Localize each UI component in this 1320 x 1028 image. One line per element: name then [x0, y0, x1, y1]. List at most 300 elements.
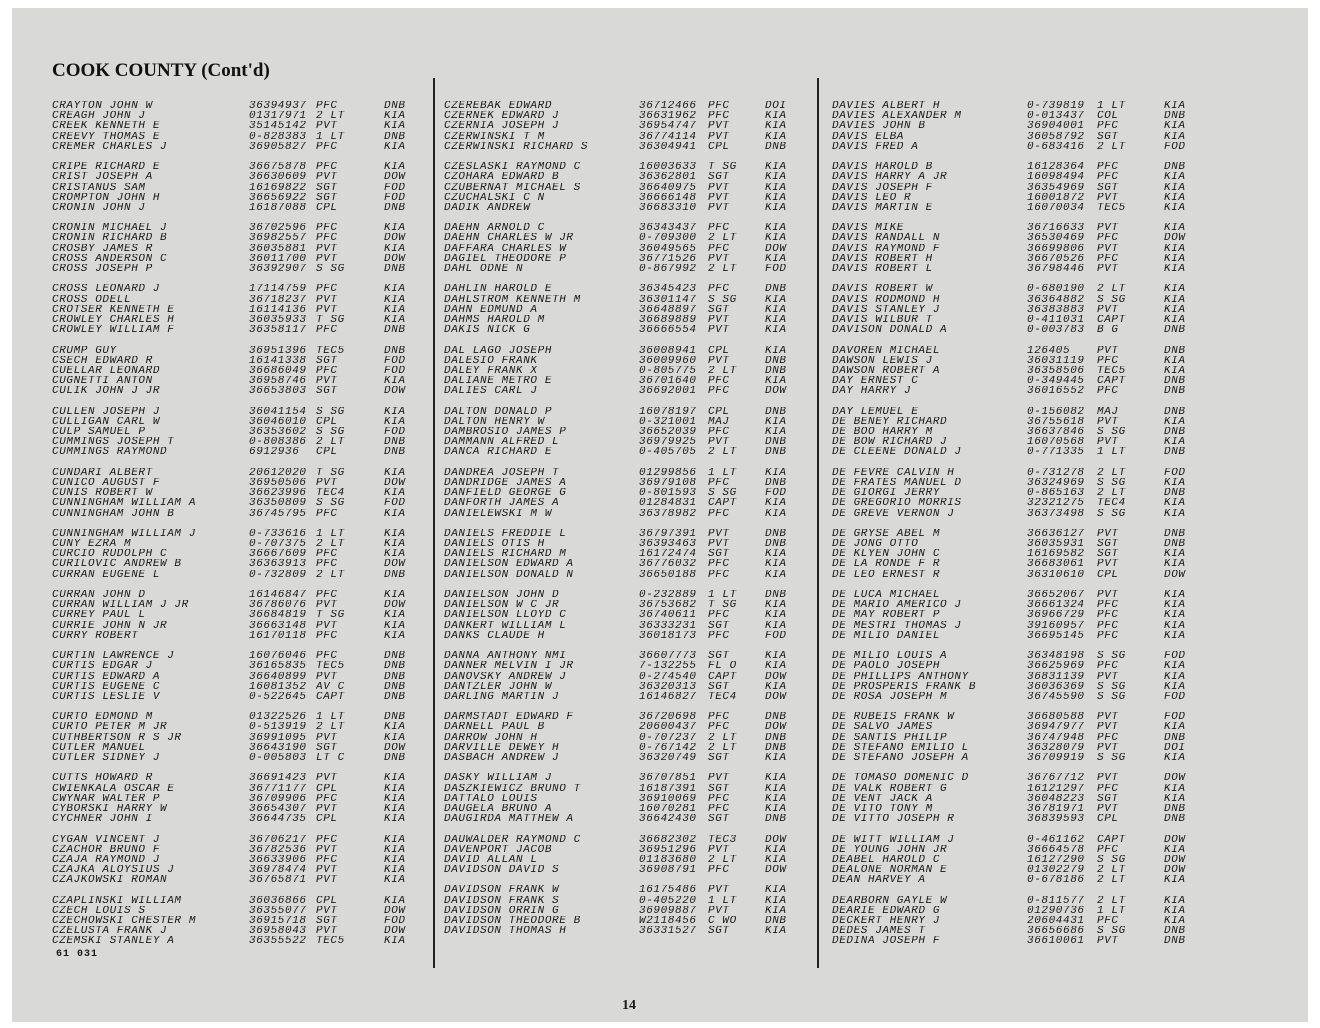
- serial-number: 36979108: [639, 477, 697, 489]
- rank: SGT: [708, 651, 730, 662]
- soldier-name: DAVIDSON FRANK S: [444, 895, 560, 906]
- soldier-name: DE PROSPERIS FRANK B: [832, 681, 977, 692]
- soldier-name: DE BENEY RICHARD: [832, 416, 948, 427]
- soldier-name: CRIST JOSEPH A: [52, 172, 153, 183]
- soldier-name: DE JONG OTTO: [832, 539, 919, 550]
- roster-row: [444, 233, 815, 243]
- soldier-name: DAVIS MARTIN E: [832, 202, 933, 214]
- rank: CAPT: [708, 671, 737, 682]
- serial-number: 01290736: [1027, 905, 1085, 916]
- status: KIA: [384, 416, 406, 427]
- roster-row: [444, 712, 815, 722]
- soldier-name: DAEHN ARNOLD C: [444, 223, 545, 234]
- rank: PFC: [708, 722, 730, 733]
- status: KIA: [384, 314, 406, 326]
- roster-group: [52, 651, 434, 702]
- soldier-name: CZELUSTA FRANK J: [52, 926, 168, 937]
- soldier-name: DE GRYSE ABEL M: [832, 528, 941, 540]
- roster-row: [444, 926, 815, 936]
- serial-number: 36695145: [1027, 630, 1085, 641]
- status: KIA: [1164, 671, 1186, 682]
- roster-row: [52, 295, 434, 305]
- serial-number: 36653803: [249, 386, 307, 397]
- roster-row: [52, 610, 434, 620]
- rank: S SG: [316, 264, 345, 275]
- soldier-name: DANFORTH JAMES A: [444, 498, 560, 509]
- status: KIA: [1164, 437, 1186, 448]
- rank: SGT: [316, 182, 338, 193]
- roster-row: [832, 101, 1214, 111]
- roster-row: [444, 132, 815, 142]
- soldier-name: CZAJKA ALOYSIUS J: [52, 865, 175, 876]
- roster-group: [832, 835, 1214, 886]
- serial-number: 0-733616: [249, 528, 307, 540]
- soldier-name: DANNER MELVIN I JR: [444, 661, 574, 672]
- roster-row: [832, 773, 1214, 783]
- soldier-name: DE MILIO LOUIS A: [832, 651, 948, 662]
- serial-number: 16114136: [249, 304, 307, 315]
- soldier-name: DAVIS RAYMOND F: [832, 243, 941, 254]
- serial-number: 36378982: [639, 508, 697, 519]
- serial-number: 0-680190: [1027, 284, 1085, 295]
- serial-number: 36684819: [249, 610, 307, 621]
- status: DNB: [384, 753, 406, 764]
- roster-row: [832, 784, 1214, 794]
- soldier-name: CROSS ODELL: [52, 294, 132, 305]
- status: FOD: [1164, 141, 1186, 152]
- serial-number: 16076046: [249, 651, 307, 662]
- serial-number: 01284831: [639, 498, 697, 509]
- roster-group: [832, 284, 1214, 335]
- soldier-name: CULLEN JOSEPH J: [52, 406, 161, 417]
- rank: TEC5: [1097, 365, 1126, 377]
- rank: 1 LT: [1097, 101, 1126, 112]
- rank: PVT: [316, 304, 338, 315]
- status: KIA: [1164, 875, 1186, 886]
- soldier-name: DANDREA JOSEPH T: [444, 467, 560, 478]
- roster-group: [52, 284, 434, 335]
- status: KIA: [765, 793, 787, 804]
- soldier-name: CULIK JOHN J JR: [52, 386, 161, 397]
- rank: PFC: [316, 284, 338, 295]
- serial-number: 0-349445: [1027, 376, 1085, 387]
- status: KIA: [765, 304, 787, 315]
- soldier-name: DANIELSON W C JR: [444, 600, 560, 611]
- status: KIA: [384, 814, 406, 825]
- rank: PVT: [708, 131, 730, 142]
- roster-row: [444, 672, 815, 682]
- serial-number: 36354969: [1027, 182, 1085, 193]
- rank: PFC: [316, 223, 338, 234]
- soldier-name: CROTSER KENNETH E: [52, 304, 175, 315]
- soldier-name: DAVIS HARRY A JR: [832, 172, 948, 183]
- rank: S SG: [1097, 508, 1126, 519]
- status: FOD: [1164, 691, 1186, 703]
- soldier-name: CUNICO AUGUST F: [52, 477, 161, 489]
- soldier-name: DEARBORN GAYLE W: [832, 895, 948, 906]
- status: KIA: [1164, 793, 1186, 804]
- soldier-name: DE BOW RICHARD J: [832, 437, 948, 448]
- roster-row: [832, 254, 1214, 264]
- rank: PFC: [708, 508, 730, 519]
- rank: PFC: [1097, 233, 1119, 244]
- status: DNB: [765, 447, 787, 458]
- soldier-name: DE TOMASO DOMENIC D: [832, 773, 969, 784]
- rank: T SG: [316, 610, 345, 621]
- serial-number: 36776032: [639, 559, 697, 570]
- rank: PFC: [708, 427, 730, 438]
- status: DNB: [765, 814, 787, 825]
- soldier-name: DANIELSON JOHN D: [444, 590, 560, 601]
- roster-row: [444, 264, 815, 274]
- roster-row: [444, 417, 815, 427]
- status: KIA: [384, 111, 406, 122]
- status: DOW: [765, 722, 787, 733]
- status: KIA: [765, 162, 787, 173]
- roster-row: [444, 509, 815, 519]
- rank: PVT: [316, 732, 338, 743]
- status: KIA: [384, 610, 406, 621]
- status: FOD: [384, 498, 406, 509]
- status: DNB: [765, 590, 787, 601]
- roster-row: [444, 590, 815, 600]
- status: KIA: [765, 854, 787, 866]
- roster-row: [832, 132, 1214, 142]
- serial-number: 36716633: [1027, 223, 1085, 234]
- soldier-name: DAY LEMUEL E: [832, 406, 919, 417]
- roster-group: [832, 651, 1214, 702]
- rank: PFC: [1097, 121, 1119, 132]
- roster-row: [832, 203, 1214, 213]
- soldier-name: DAVIES ALBERT H: [832, 101, 941, 112]
- status: KIA: [765, 202, 787, 214]
- soldier-name: CROWLEY CHARLES H: [52, 314, 175, 326]
- rank: PVT: [708, 253, 730, 264]
- status: KIA: [1164, 661, 1186, 672]
- soldier-name: CZERWINSKI RICHARD S: [444, 141, 589, 152]
- soldier-name: CUNIS ROBERT W: [52, 488, 153, 499]
- rank: PVT: [316, 803, 338, 815]
- roster-group: [444, 835, 815, 876]
- rank: T SG: [316, 314, 345, 326]
- rank: PVT: [316, 243, 338, 254]
- roster-row: [52, 162, 434, 172]
- roster-row: [52, 651, 434, 661]
- rank: TEC4: [316, 488, 345, 499]
- status: KIA: [384, 722, 406, 733]
- status: DOW: [765, 691, 787, 703]
- rank: PFC: [316, 834, 338, 845]
- roster-row: [832, 386, 1214, 396]
- serial-number: 36058792: [1027, 131, 1085, 142]
- serial-number: 36383883: [1027, 304, 1085, 315]
- status: DOW: [1164, 854, 1186, 866]
- serial-number: 36358506: [1027, 365, 1085, 377]
- rank: S SG: [1097, 294, 1126, 305]
- roster-row: [444, 407, 815, 417]
- serial-number: 0-461162: [1027, 834, 1085, 845]
- soldier-name: CURRAN EUGENE L: [52, 569, 161, 580]
- page-number: 14: [622, 998, 636, 1013]
- page-title: COOK COUNTY (Cont'd): [52, 60, 270, 81]
- status: KIA: [384, 304, 406, 315]
- roster-column-1: [52, 101, 434, 957]
- roster-group: [52, 223, 434, 274]
- roster-row: [52, 621, 434, 631]
- roster-row: [444, 498, 815, 508]
- status: KIA: [1164, 172, 1186, 183]
- serial-number: 36982557: [249, 233, 307, 244]
- soldier-name: CURREY PAUL L: [52, 610, 146, 621]
- soldier-name: CZERNEK EDWARD J: [444, 111, 560, 122]
- status: KIA: [384, 865, 406, 876]
- serial-number: 36650188: [639, 569, 697, 580]
- roster-row: [52, 865, 434, 875]
- soldier-name: CZAJA RAYMOND J: [52, 854, 161, 866]
- status: DNB: [384, 447, 406, 458]
- serial-number: 36755618: [1027, 416, 1085, 427]
- roster-row: [444, 325, 815, 335]
- soldier-name: CUNNINGHAM JOHN B: [52, 508, 175, 519]
- roster-row: [444, 366, 815, 376]
- roster-row: [444, 193, 815, 203]
- serial-number: 16003633: [639, 162, 697, 173]
- rank: S SG: [1097, 477, 1126, 489]
- rank: PVT: [708, 437, 730, 448]
- roster-row: [444, 631, 815, 641]
- rank: PVT: [316, 477, 338, 489]
- soldier-name: CUGNETTI ANTON: [52, 376, 153, 387]
- serial-number: 36947977: [1027, 722, 1085, 733]
- rank: S SG: [316, 498, 345, 509]
- roster-row: [444, 570, 815, 580]
- rank: PFC: [316, 508, 338, 519]
- rank: CPL: [316, 814, 338, 825]
- roster-row: [444, 845, 815, 855]
- status: KIA: [1164, 783, 1186, 794]
- rank: PVT: [316, 121, 338, 132]
- roster-row: [52, 376, 434, 386]
- rank: CPL: [708, 141, 730, 152]
- serial-number: 36905827: [249, 141, 307, 152]
- serial-number: 36048223: [1027, 793, 1085, 804]
- roster-row: [52, 183, 434, 193]
- soldier-name: CREEVY THOMAS E: [52, 131, 161, 142]
- status: KIA: [384, 162, 406, 173]
- soldier-name: CURRAN JOHN D: [52, 590, 146, 601]
- soldier-name: CUNNINGHAM WILLIAM A: [52, 498, 197, 509]
- roster-row: [52, 753, 434, 763]
- status: KIA: [384, 141, 406, 152]
- serial-number: 16127290: [1027, 854, 1085, 866]
- serial-number: 36951396: [249, 345, 307, 356]
- status: DNB: [1164, 528, 1186, 540]
- rank: PFC: [316, 365, 338, 377]
- status: DNB: [384, 437, 406, 448]
- soldier-name: DEALONE NORMAN E: [832, 865, 948, 876]
- status: KIA: [1164, 559, 1186, 570]
- status: KIA: [1164, 498, 1186, 509]
- serial-number: 16121297: [1027, 783, 1085, 794]
- status: KIA: [765, 885, 787, 896]
- status: DNB: [384, 202, 406, 214]
- status: FOD: [384, 355, 406, 366]
- status: KIA: [765, 610, 787, 621]
- serial-number: 36008941: [639, 345, 697, 356]
- rank: SGT: [316, 916, 338, 927]
- status: KIA: [384, 936, 406, 947]
- soldier-name: DANIELSON DONALD N: [444, 569, 574, 580]
- rank: PVT: [1097, 345, 1119, 356]
- soldier-name: CURTO EDMOND M: [52, 712, 153, 723]
- rank: PFC: [708, 793, 730, 804]
- status: KIA: [765, 620, 787, 631]
- status: KIA: [765, 223, 787, 234]
- soldier-name: DAVIS ROBERT L: [832, 264, 933, 275]
- roster-row: [52, 590, 434, 600]
- soldier-name: DAVIS ELBA: [832, 131, 905, 142]
- roster-row: [52, 305, 434, 315]
- rank: CPL: [316, 447, 338, 458]
- rank: PFC: [1097, 162, 1119, 173]
- rank: PVT: [1097, 559, 1119, 570]
- serial-number: 36652067: [1027, 590, 1085, 601]
- rank: SGT: [316, 355, 338, 366]
- serial-number: 36664578: [1027, 844, 1085, 855]
- serial-number: 36682302: [639, 834, 697, 845]
- soldier-name: DAMMANN ALFRED L: [444, 437, 560, 448]
- roster-group: [444, 651, 815, 702]
- soldier-name: DAVIDSON THOMAS H: [444, 926, 567, 937]
- serial-number: 36031119: [1027, 355, 1085, 366]
- rank: PFC: [708, 111, 730, 122]
- rank: 1 LT: [1097, 905, 1126, 916]
- rank: PFC: [316, 162, 338, 173]
- roster-row: [444, 539, 815, 549]
- roster-group: [444, 162, 815, 213]
- rank: CAPT: [708, 498, 737, 509]
- soldier-name: DAVISON DONALD A: [832, 325, 948, 336]
- serial-number: 36009960: [639, 355, 697, 366]
- roster-row: [832, 295, 1214, 305]
- soldier-name: DAWSON ROBERT A: [832, 365, 941, 377]
- rank: 1 LT: [708, 590, 737, 601]
- rank: LT C: [316, 753, 345, 764]
- soldier-name: CWIENKALA OSCAR E: [52, 783, 175, 794]
- soldier-name: CUTLER SIDNEY J: [52, 753, 161, 764]
- rank: 2 LT: [1097, 865, 1126, 876]
- roster-row: [832, 121, 1214, 131]
- roster-row: [52, 845, 434, 855]
- soldier-name: DE RUBEIS FRANK W: [832, 712, 955, 723]
- status: KIA: [384, 793, 406, 804]
- soldier-name: CREEK KENNETH E: [52, 121, 161, 132]
- serial-number: 7-132255: [639, 661, 697, 672]
- serial-number: 36610061: [1027, 936, 1085, 947]
- serial-number: 20600437: [639, 722, 697, 733]
- serial-number: 36640899: [249, 671, 307, 682]
- roster-row: [444, 896, 815, 906]
- roster-row: [52, 468, 434, 478]
- rank: SGT: [708, 549, 730, 560]
- status: KIA: [1164, 223, 1186, 234]
- roster-row: [52, 447, 434, 457]
- rank: PVT: [1097, 304, 1119, 315]
- serial-number: 36709906: [249, 793, 307, 804]
- serial-number: 36041154: [249, 406, 307, 417]
- rank: PVT: [708, 202, 730, 214]
- soldier-name: CZUBERNAT MICHAEL S: [444, 182, 581, 193]
- roster-row: [444, 814, 815, 824]
- soldier-name: CUNY EZRA M: [52, 539, 132, 550]
- soldier-name: DANCA RICHARD E: [444, 447, 553, 458]
- roster-row: [832, 498, 1214, 508]
- status: DOW: [1164, 865, 1186, 876]
- serial-number: 16169822: [249, 182, 307, 193]
- roster-row: [52, 926, 434, 936]
- soldier-name: CYGAN VINCENT J: [52, 834, 161, 845]
- rank: 2 LT: [1097, 875, 1126, 886]
- soldier-name: DAVIS ROBERT H: [832, 253, 933, 264]
- soldier-name: DALESIO FRANK: [444, 355, 538, 366]
- rank: PVT: [316, 905, 338, 916]
- roster-row: [52, 366, 434, 376]
- serial-number: 36910069: [639, 793, 697, 804]
- soldier-name: DAVIDSON FRANK W: [444, 885, 560, 896]
- roster-row: [832, 244, 1214, 254]
- rank: PVT: [1097, 722, 1119, 733]
- status: KIA: [1164, 753, 1186, 764]
- status: DNB: [384, 712, 406, 723]
- rank: CAPT: [1097, 834, 1126, 845]
- roster-row: [444, 284, 815, 294]
- rank: TEC5: [316, 661, 345, 672]
- serial-number: 16172474: [639, 549, 697, 560]
- roster-row: [832, 590, 1214, 600]
- soldier-name: DANKS CLAUDE H: [444, 630, 545, 641]
- soldier-name: CZECH LOUIS S: [52, 905, 146, 916]
- rank: B G: [1097, 325, 1119, 336]
- serial-number: 32321275: [1027, 498, 1085, 509]
- roster-row: [444, 906, 815, 916]
- soldier-name: DANDRIDGE JAMES A: [444, 477, 567, 489]
- roster-row: [444, 121, 815, 131]
- rank: 2 LT: [1097, 284, 1126, 295]
- roster-row: [832, 559, 1214, 569]
- rank: PVT: [1097, 590, 1119, 601]
- roster-row: [832, 631, 1214, 641]
- status: DNB: [1164, 936, 1186, 947]
- status: KIA: [384, 223, 406, 234]
- soldier-name: DAVID ALLAN L: [444, 854, 538, 866]
- roster-row: [444, 101, 815, 111]
- soldier-name: DE GREVE VERNON J: [832, 508, 955, 519]
- roster-row: [832, 661, 1214, 671]
- status: KIA: [1164, 722, 1186, 733]
- serial-number: 36720698: [639, 712, 697, 723]
- roster-row: [832, 193, 1214, 203]
- status: KIA: [1164, 355, 1186, 366]
- soldier-name: CROWLEY WILLIAM F: [52, 325, 175, 336]
- roster-row: [52, 936, 434, 946]
- soldier-name: DAWSON LEWIS J: [832, 355, 933, 366]
- roster-row: [832, 264, 1214, 274]
- rank: 2 LT: [316, 722, 345, 733]
- roster-row: [52, 600, 434, 610]
- rank: PFC: [316, 559, 338, 570]
- rank: PVT: [708, 773, 730, 784]
- soldier-name: CYBORSKI HARRY W: [52, 803, 168, 815]
